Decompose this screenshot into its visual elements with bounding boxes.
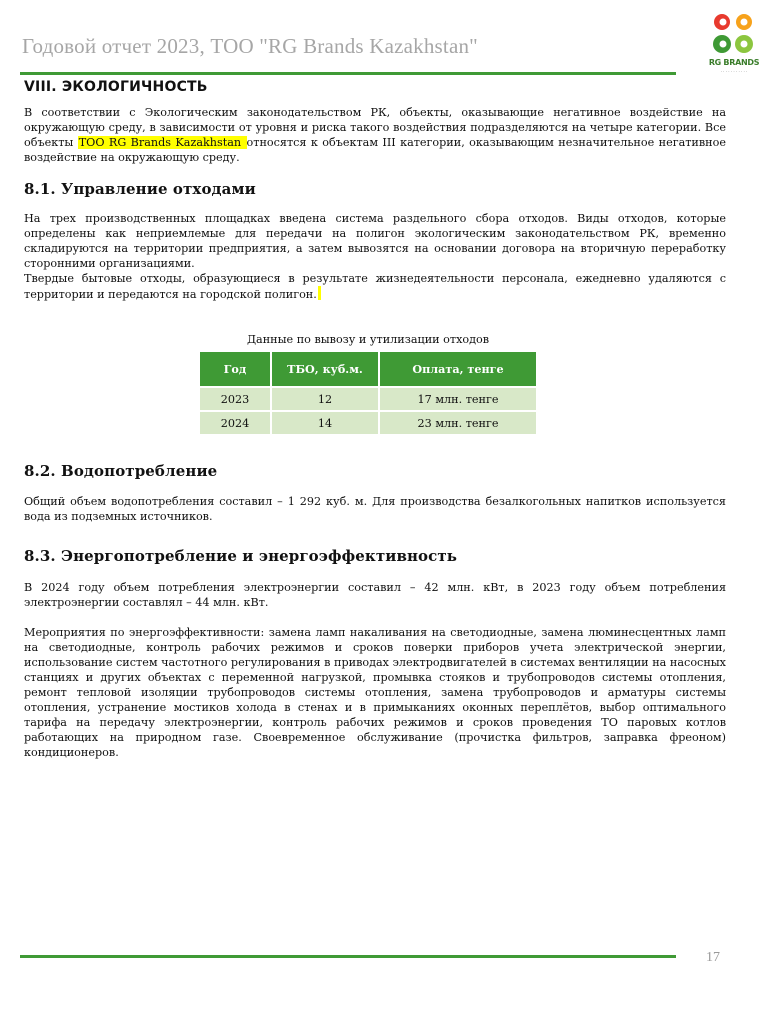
- energy-title: 8.3. Энергопотребление и энергоэффективность: [24, 547, 458, 565]
- header-title: Годовой отчет 2023, ТОО "RG Brands Kazakhstan": [22, 34, 478, 58]
- table-cell: 2023: [200, 387, 271, 411]
- water-title: 8.2. Водопотребление: [24, 462, 218, 480]
- page-number: 17: [706, 950, 720, 965]
- water-paragraph: Общий объем водопотребления составил – 1 292 куб. м. Для производства безалкогольных напитков используется вода из подземных источников.: [24, 495, 726, 523]
- table-cell: 12: [271, 387, 379, 411]
- table-caption: Данные по вывозу и утилизации отходов: [246, 333, 490, 346]
- table-cell: 17 млн. тенге: [379, 387, 536, 411]
- section-waste: [24, 182, 726, 302]
- energy-paragraph-1: В 2024 году объем потребления электроэнергии составил – 42 млн. кВт, в 2023 году объем потребления электроэнергии составлял – 44 млн. кВт.: [24, 581, 726, 609]
- table-header-cell: Оплата, тенге: [379, 352, 536, 387]
- table-header-cell: ТБО, куб.м.: [271, 352, 379, 387]
- section-water: [24, 464, 726, 524]
- intro-text-after: относятся к объектам III категории, оказывающим незначительное негативное воздействие на окружающую среду.: [24, 136, 726, 164]
- logo-tagline: · · · · · · · · · · ·: [720, 69, 748, 74]
- waste-paragraph-2-text: Твердые бытовые отходы, образующиеся в результате жизнедеятельности персонала, ежедневно удаляются с территории и передаются на городской полигон.: [24, 272, 726, 301]
- table-cell: 23 млн. тенге: [379, 411, 536, 434]
- logo-icon: [706, 10, 762, 60]
- intro-text-before: В соответствии с Экологическим законодательством РК, объекты, оказывающие негативное воздействие на окружающую среду, в зависимости от уровня и риска такого воздействия подразделяются на четыре категории. Все объекты: [24, 106, 726, 149]
- waste-table: [200, 352, 536, 434]
- intro-paragraph: [24, 105, 726, 165]
- table-cell: 14: [271, 411, 379, 434]
- waste-table-block: [200, 333, 536, 434]
- waste-title: 8.1. Управление отходами: [24, 180, 256, 198]
- waste-paragraph-1: На трех производственных площадках введена система раздельного сбора отходов. Виды отходов, которые определены как неприемлемые для передачи на полигон экологическим законодательством РК, временно складируются на территории предприятия, а затем вывозятся на основании договора на вторичную переработку сторонними организациями.: [24, 212, 726, 270]
- energy-paragraph-2: Мероприятия по энергоэффективности: замена ламп накаливания на светодиодные, замена люминесцентных ламп на светодиодные, контроль рабочих режимов и сроков поверки приборов учета электрической энергии, использование систем частотного регулирования в приводах электродвигателей в системах вентиляции на насосных станциях и других объектах с переменной нагрузкой, промывка стояков и трубопроводов системы отопления, ремонт тепловой изоляции трубопроводов системы отопления, замена трубопроводов и арматуры системы отопления, устранение мостиков холода в стенах и в примыканиях оконных переплётов, выбор оптимального тарифа на передачу электроэнергии, контроль рабочих режимов и сроков проведения ТО паровых котлов работающих на природном газе. Своевременное обслуживание (прочистка фильтров, заправка фреоном) кондиционеров.: [24, 626, 726, 759]
- waste-paragraph-2: [24, 271, 726, 302]
- section-ecology: [24, 74, 726, 165]
- table-row: [200, 387, 536, 411]
- table-row: [200, 411, 536, 434]
- text-cursor-highlight: [318, 286, 321, 300]
- section-title: VIII. ЭКОЛОГИЧНОСТЬ: [24, 79, 208, 95]
- table-header-row: [200, 352, 536, 387]
- company-logo: [706, 10, 762, 80]
- table-cell: 2024: [200, 411, 271, 434]
- logo-text: RG BRANDS: [708, 58, 760, 67]
- section-energy: [24, 549, 726, 760]
- footer-divider: [20, 955, 676, 958]
- company-name-highlight: ТОО RG Brands Kazakhstan: [78, 136, 246, 149]
- table-header-cell: Год: [200, 352, 271, 387]
